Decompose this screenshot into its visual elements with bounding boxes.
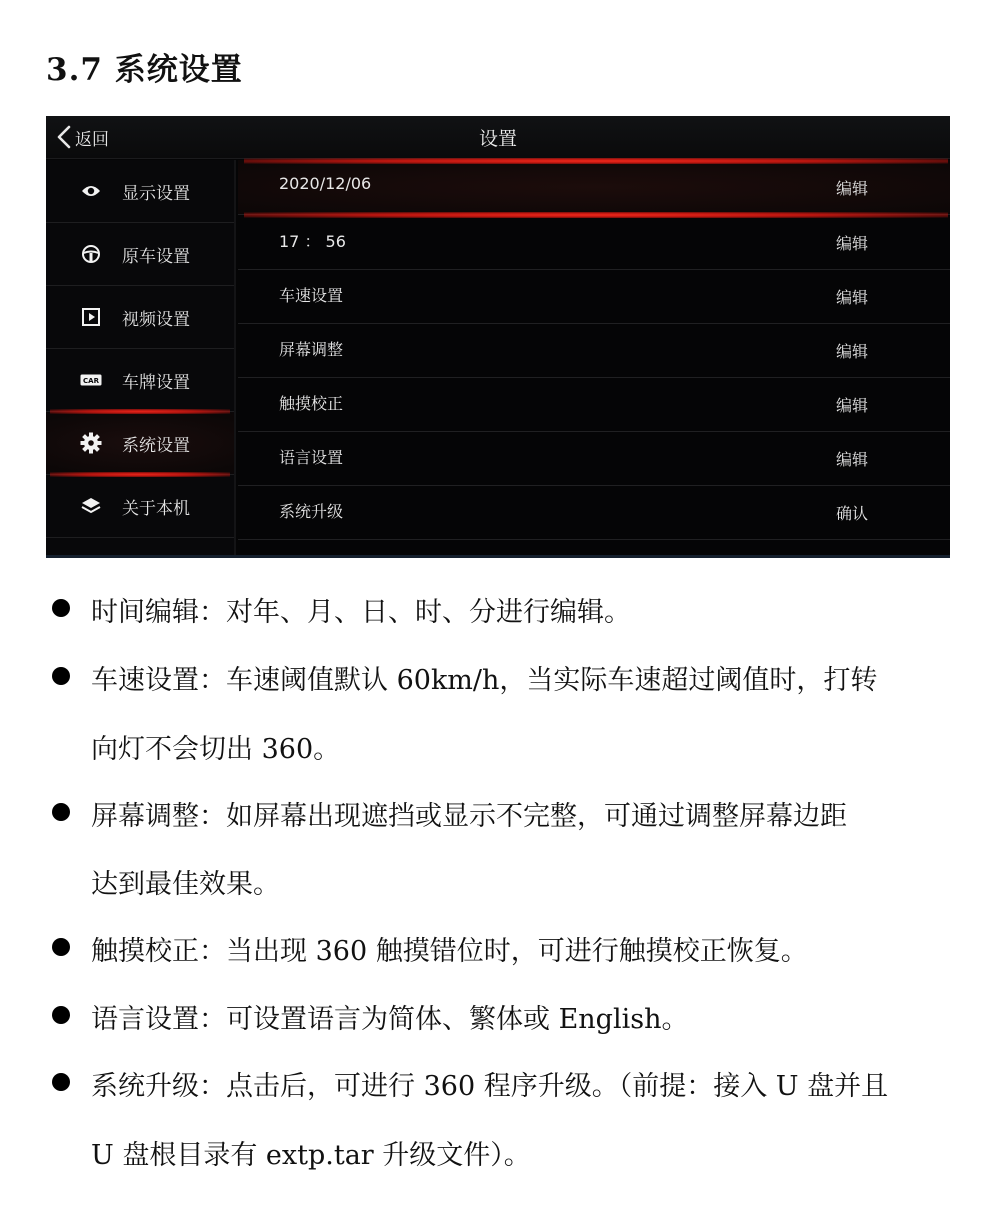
sidebar-item-label: 原车设置 xyxy=(122,246,190,267)
screen-title: 设置 xyxy=(478,128,517,150)
car-plate-icon xyxy=(80,369,102,391)
sidebar-item-plate[interactable] xyxy=(46,349,234,412)
sidebar xyxy=(46,160,234,558)
gear-icon xyxy=(80,432,102,454)
bullet-text-continuation: U 盘根目录有 extp.tar 升级文件）。 xyxy=(91,1140,531,1171)
row-label: 屏幕调整 xyxy=(279,340,344,359)
sidebar-item-vehicle[interactable] xyxy=(46,223,234,286)
edit-button[interactable]: 编辑 xyxy=(836,288,869,307)
bullet-dot xyxy=(49,596,75,622)
edit-button[interactable]: 编辑 xyxy=(836,450,869,469)
row-label: 触摸校正 xyxy=(279,394,344,413)
settings-row-screen[interactable] xyxy=(238,323,950,378)
eye-icon xyxy=(80,180,102,202)
bullet-text: 车速设置：车速阈值默认 60km/h，当实际车速超过阈值时，打转 xyxy=(91,665,878,696)
settings-row-touch[interactable] xyxy=(238,377,950,432)
bottom-line xyxy=(46,555,950,558)
sidebar-item-label: 显示设置 xyxy=(122,183,190,204)
play-box-icon xyxy=(80,306,102,328)
section-heading: 3.7 系统设置 xyxy=(46,52,243,88)
bullet-text-continuation: 向灯不会切出 360。 xyxy=(91,734,341,765)
back-label: 返回 xyxy=(75,129,109,150)
settings-screenshot xyxy=(46,116,950,558)
edit-button[interactable]: 编辑 xyxy=(836,234,869,253)
vertical-divider xyxy=(234,160,236,558)
svg-text:CAR: CAR xyxy=(83,377,99,385)
edit-button[interactable]: 编辑 xyxy=(836,179,869,198)
sidebar-item-display[interactable] xyxy=(46,160,234,223)
settings-row-date[interactable] xyxy=(238,160,950,215)
sidebar-item-label: 系统设置 xyxy=(122,435,190,456)
settings-row-upgrade[interactable] xyxy=(238,485,950,540)
edit-button[interactable]: 编辑 xyxy=(836,396,869,415)
sidebar-item-label: 视频设置 xyxy=(122,309,190,330)
confirm-button[interactable]: 确认 xyxy=(836,504,869,523)
settings-list xyxy=(238,160,950,558)
row-label: 17 ： 56 xyxy=(279,232,346,251)
row-label: 系统升级 xyxy=(279,502,344,521)
steering-wheel-icon xyxy=(80,243,102,265)
bullet-dot xyxy=(49,935,75,961)
bullet-text-continuation: 达到最佳效果。 xyxy=(91,869,280,900)
row-label: 车速设置 xyxy=(279,286,344,305)
bullet-dot xyxy=(49,1070,75,1096)
top-bar xyxy=(46,116,950,159)
row-label: 2020/12/06 xyxy=(279,174,372,193)
bullet-text: 时间编辑：对年、月、日、时、分进行编辑。 xyxy=(91,597,631,628)
bullet-text: 屏幕调整：如屏幕出现遮挡或显示不完整，可通过调整屏幕边距 xyxy=(91,801,847,832)
bullet-dot xyxy=(49,664,75,690)
settings-row-time[interactable] xyxy=(238,215,950,270)
settings-row-speed[interactable] xyxy=(238,269,950,324)
bullet-dot xyxy=(49,800,75,826)
layers-icon xyxy=(80,495,102,517)
sidebar-item-video[interactable] xyxy=(46,286,234,349)
row-label: 语言设置 xyxy=(279,448,344,467)
bullet-dot xyxy=(49,1003,75,1029)
sidebar-item-label: 车牌设置 xyxy=(122,372,190,393)
edit-button[interactable]: 编辑 xyxy=(836,342,869,361)
bullet-text: 系统升级：点击后，可进行 360 程序升级。（前提：接入 U 盘并且 xyxy=(91,1071,889,1102)
settings-row-language[interactable] xyxy=(238,431,950,486)
sidebar-item-system[interactable] xyxy=(46,412,234,475)
sidebar-item-about[interactable] xyxy=(46,475,234,538)
bullet-text: 触摸校正：当出现 360 触摸错位时，可进行触摸校正恢复。 xyxy=(91,936,808,967)
sidebar-item-label: 关于本机 xyxy=(122,498,190,519)
bullet-text: 语言设置：可设置语言为简体、繁体或 English。 xyxy=(91,1004,689,1035)
